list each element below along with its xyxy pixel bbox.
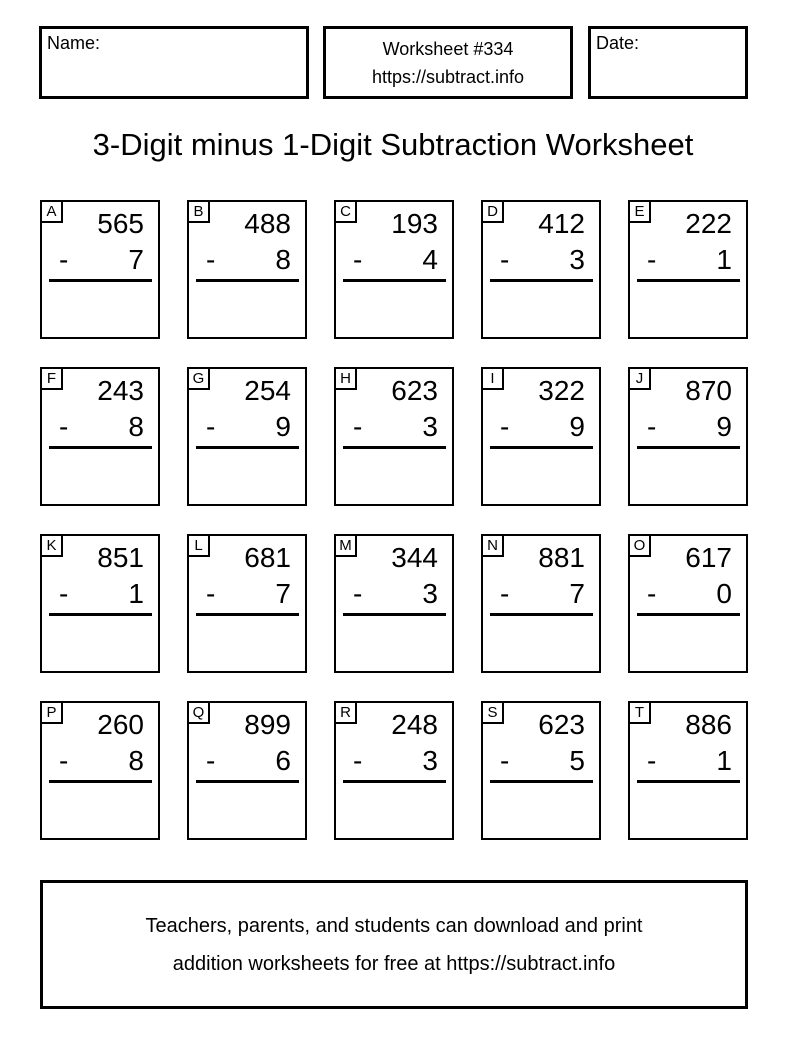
problem-letter-label: H (334, 367, 357, 390)
minuend-value: 870 (685, 375, 732, 406)
minuend-value: 322 (538, 375, 585, 406)
problem-cell (628, 701, 748, 840)
date-label: Date: (596, 33, 640, 53)
subtrahend-value: 3 (422, 578, 438, 609)
minuend-value: 344 (391, 542, 438, 573)
subtrahend-value: 9 (716, 411, 732, 442)
subtrahend-value: 8 (128, 745, 144, 776)
minuend-value: 222 (685, 208, 732, 239)
name-label: Name: (47, 33, 101, 53)
minus-sign: - (500, 244, 510, 275)
subtrahend-value: 9 (275, 411, 291, 442)
problem-cell (187, 701, 307, 840)
minus-sign: - (59, 244, 69, 275)
footer-line-2: addition worksheets for free at https://subtract.info (172, 952, 616, 975)
minus-sign: - (59, 578, 69, 609)
minus-sign: - (647, 745, 657, 776)
minuend-value: 248 (391, 709, 438, 740)
problem-cell (40, 200, 160, 339)
subtrahend-value: 1 (716, 745, 732, 776)
minuend-value: 565 (97, 208, 144, 239)
subtrahend-value: 7 (569, 578, 585, 609)
minuend-value: 412 (538, 208, 585, 239)
answer-blank-space (630, 449, 746, 504)
subtrahend-value: 8 (128, 411, 144, 442)
answer-blank-space (483, 616, 599, 671)
problem-cell (187, 534, 307, 673)
minuend-value: 886 (685, 709, 732, 740)
problem-cell (481, 701, 601, 840)
subtrahend-value: 3 (422, 745, 438, 776)
problem-letter-label: F (40, 367, 63, 390)
problem-letter-label: O (628, 534, 651, 557)
answer-blank-space (42, 616, 158, 671)
page-title: 3-Digit minus 1-Digit Subtraction Worksheet (92, 127, 694, 162)
subtrahend-value: 3 (422, 411, 438, 442)
answer-blank-space (42, 783, 158, 838)
minus-sign: - (206, 745, 216, 776)
subtrahend-value: 5 (569, 745, 585, 776)
problems-grid (40, 200, 748, 840)
answer-blank-space (483, 282, 599, 337)
subtrahend-value: 1 (716, 244, 732, 275)
subtrahend-value: 6 (275, 745, 291, 776)
subtrahend-value: 7 (275, 578, 291, 609)
answer-blank-space (42, 449, 158, 504)
problem-cell (481, 200, 601, 339)
minus-sign: - (353, 578, 363, 609)
minus-sign: - (206, 411, 216, 442)
footer-line-1: Teachers, parents, and students can download and print (145, 914, 643, 937)
footer-info-box (40, 880, 748, 1009)
problem-letter-label: G (187, 367, 210, 390)
subtrahend-value: 9 (569, 411, 585, 442)
minuend-value: 899 (244, 709, 291, 740)
problem-letter-label: N (481, 534, 504, 557)
answer-blank-space (42, 282, 158, 337)
subtrahend-value: 8 (275, 244, 291, 275)
minuend-value: 254 (244, 375, 291, 406)
answer-blank-space (483, 449, 599, 504)
minuend-value: 243 (97, 375, 144, 406)
subtrahend-value: 7 (128, 244, 144, 275)
worksheet-number: Worksheet #334 (382, 38, 514, 59)
problem-letter-label: A (40, 200, 63, 223)
minus-sign: - (206, 578, 216, 609)
problem-cell (334, 534, 454, 673)
answer-blank-space (630, 282, 746, 337)
minus-sign: - (500, 578, 510, 609)
minuend-value: 617 (685, 542, 732, 573)
problem-cell (628, 534, 748, 673)
answer-blank-space (483, 783, 599, 838)
answer-blank-space (630, 616, 746, 671)
answer-blank-space (189, 449, 305, 504)
problem-letter-label: S (481, 701, 504, 724)
problem-cell (481, 534, 601, 673)
problem-letter-label: B (187, 200, 210, 223)
problem-cell (334, 701, 454, 840)
answer-blank-space (336, 783, 452, 838)
minuend-value: 260 (97, 709, 144, 740)
worksheet-site-url: https://subtract.info (371, 66, 525, 87)
subtrahend-value: 1 (128, 578, 144, 609)
answer-blank-space (336, 449, 452, 504)
minuend-value: 681 (244, 542, 291, 573)
problem-letter-label: C (334, 200, 357, 223)
problem-letter-label: M (334, 534, 357, 557)
problem-letter-label: Q (187, 701, 210, 724)
minus-sign: - (59, 411, 69, 442)
problem-cell (628, 200, 748, 339)
subtrahend-value: 0 (716, 578, 732, 609)
problem-letter-label: D (481, 200, 504, 223)
worksheet-info-box (323, 26, 573, 99)
problem-cell (40, 534, 160, 673)
answer-blank-space (189, 783, 305, 838)
answer-blank-space (336, 282, 452, 337)
problem-letter-label: K (40, 534, 63, 557)
answer-blank-space (189, 282, 305, 337)
answer-blank-space (189, 616, 305, 671)
minuend-value: 881 (538, 542, 585, 573)
minuend-value: 193 (391, 208, 438, 239)
problem-cell (334, 200, 454, 339)
minus-sign: - (59, 745, 69, 776)
subtrahend-value: 4 (422, 244, 438, 275)
problem-letter-label: E (628, 200, 651, 223)
problem-letter-label: P (40, 701, 63, 724)
minus-sign: - (500, 411, 510, 442)
problem-cell (334, 367, 454, 506)
problem-letter-label: L (187, 534, 210, 557)
minus-sign: - (647, 411, 657, 442)
answer-blank-space (336, 616, 452, 671)
minus-sign: - (206, 244, 216, 275)
problem-letter-label: R (334, 701, 357, 724)
problem-letter-label: J (628, 367, 651, 390)
problem-letter-label: T (628, 701, 651, 724)
minuend-value: 488 (244, 208, 291, 239)
problem-cell (40, 367, 160, 506)
problem-letter-label: I (481, 367, 504, 390)
answer-blank-space (630, 783, 746, 838)
minus-sign: - (647, 244, 657, 275)
minuend-value: 623 (391, 375, 438, 406)
minuend-value: 851 (97, 542, 144, 573)
minus-sign: - (500, 745, 510, 776)
problem-cell (40, 701, 160, 840)
name-box (39, 26, 309, 99)
minus-sign: - (647, 578, 657, 609)
minuend-value: 623 (538, 709, 585, 740)
subtrahend-value: 3 (569, 244, 585, 275)
minus-sign: - (353, 745, 363, 776)
minus-sign: - (353, 244, 363, 275)
problem-cell (187, 200, 307, 339)
problem-cell (628, 367, 748, 506)
date-box (588, 26, 748, 99)
problem-cell (187, 367, 307, 506)
problem-cell (481, 367, 601, 506)
minus-sign: - (353, 411, 363, 442)
